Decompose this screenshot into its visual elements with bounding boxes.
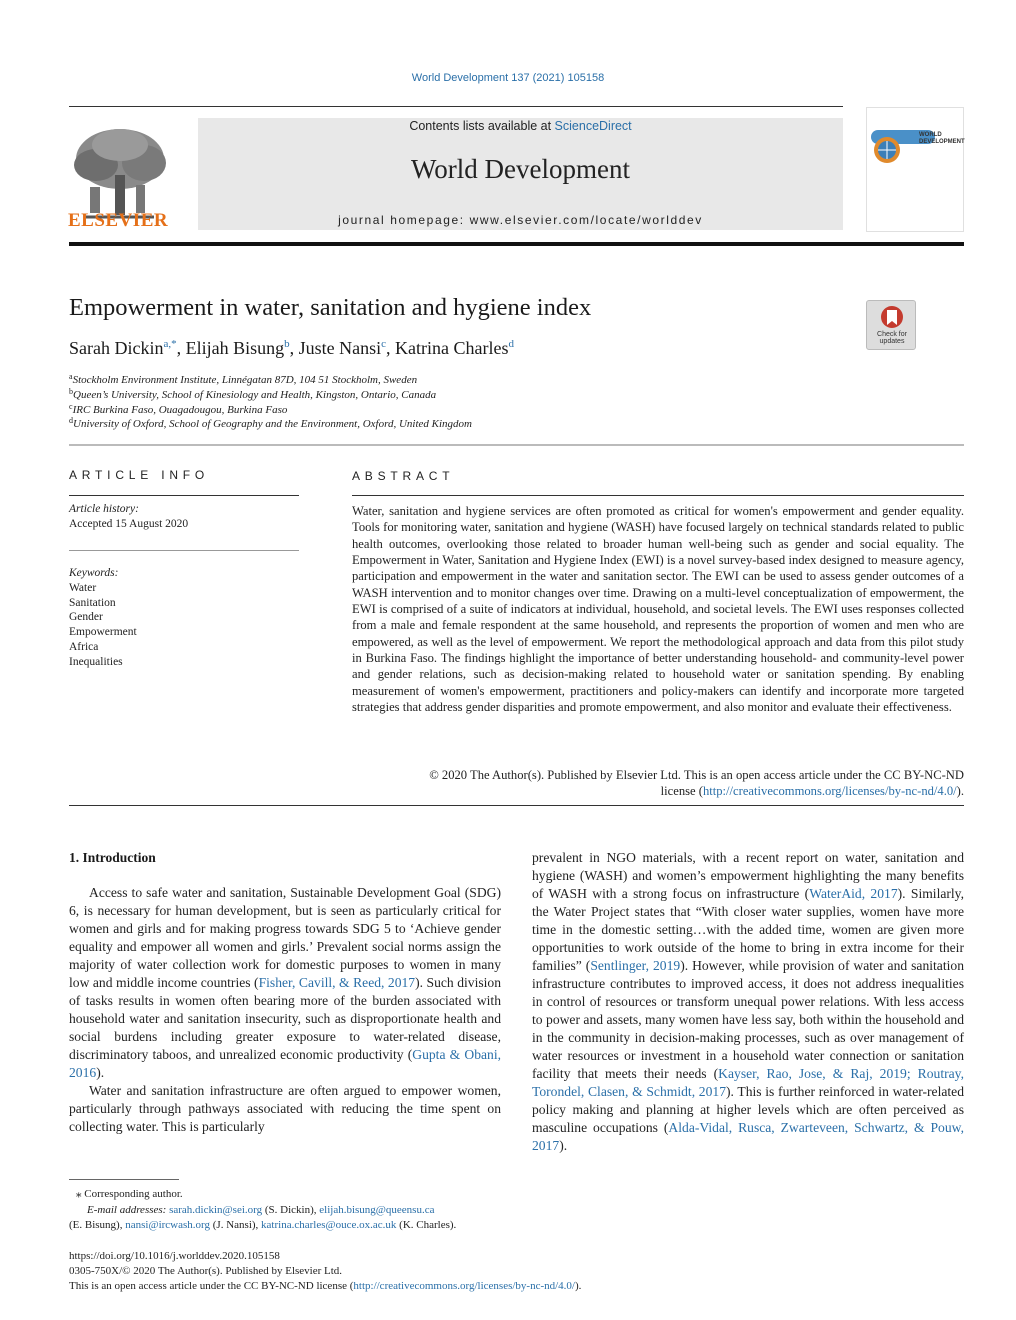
title-divider [69,444,964,446]
footer-license-link[interactable]: http://creativecommons.org/licenses/by-nc-nd/4.0/ [353,1280,575,1292]
keywords-label: Keywords: [69,567,119,579]
email-addresses: E-mail addresses: sarah.dickin@sei.org (S. Dickin), elijah.bisung@queensu.ca [87,1204,435,1216]
article-info-heading: ARTICLE INFO [69,468,210,482]
keywords-divider [69,550,299,551]
body-paragraph: Water and sanitation infrastructure are often argued to empower women, particularly through pathways associated with reducing the time spent on collecting water. This is particularly [69,1083,501,1134]
bookmark-icon [867,301,917,333]
header-divider [69,106,843,107]
doi-link[interactable]: https://doi.org/10.1016/j.worlddev.2020.105158 [69,1250,280,1262]
article-title: Empowerment in water, sanitation and hygiene index [69,294,592,321]
email-link[interactable]: elijah.bisung@queensu.ca [319,1204,435,1216]
header-thick-divider [69,242,964,246]
citation-link[interactable]: Gupta & Obani, 2016 [69,1047,502,1080]
email-link[interactable]: katrina.charles@ouce.ox.ac.uk [261,1219,397,1231]
footnote-divider [69,1179,179,1180]
journal-name: World Development [410,154,631,184]
license-link[interactable]: http://creativecommons.org/licenses/by-nc-nd/4.0/ [702,784,957,799]
body-paragraph: Access to safe water and sanitation, Sustainable Development Goal (SDG) 6, is necessary for human development, but is seen as particularly critical for women and girls and for making progress towards SDG 5 to ‘Achieve gender equality and empower all women and girls.’ Prevalent social norms assign the majority of water collection work for domestic purposes to women in many low and middle income countries (Fisher, Cavill, & Reed, 2017). Such division of tasks results in women often bearing more of the burden associated with household water and sanitation insecurity, such as disproportionate health and social burdens including greater exposure to water-related disease, discriminatory taboos, and unrealized economic productivity (Gupta & Obani, 2016). [69,885,502,1080]
sciencedirect-link[interactable]: ScienceDirect [554,119,632,133]
journal-citation[interactable]: World Development 137 (2021) 105158 [411,72,605,84]
affiliation: $^c$IRC Burkina Faso, Ouagadougou, Burkina Faso [69,402,288,416]
citation-link[interactable]: WaterAid, 2017 [809,886,898,901]
citation-link[interactable]: Fisher, Cavill, & Reed, 2017 [258,975,416,990]
contents-line: Contents lists available at ScienceDirect [409,119,632,133]
keyword-item: Africa [69,640,99,653]
keyword-item: Water [69,582,97,594]
author-affil-marker[interactable]: d [508,338,514,350]
citation-link[interactable]: Sentlinger, 2019 [590,958,681,973]
keyword-item: Empowerment [69,626,137,639]
cover-title: WORLD DEVELOPMENT [919,132,965,145]
author-affil-marker[interactable]: a,* [163,338,177,350]
check-for-updates-badge[interactable] [866,300,916,350]
history-label: Article history: [69,503,139,515]
email-link[interactable]: sarah.dickin@sei.org [169,1204,263,1216]
elsevier-wordmark: ELSEVIER [68,210,169,231]
author-name[interactable]: Juste Nansi [298,338,382,358]
journal-homepage[interactable]: journal homepage: www.elsevier.com/locate/worlddev [338,213,703,227]
body-paragraph: prevalent in NGO materials, with a recent report on water, sanitation and hygiene (WASH) and women’s empowerment highlighting the many benefits of WASH with a strong focus on infrastructure (WaterAid, 2017). Similarly, the Water Project states that “With closer water supplies, women have more time in the domestic setting…with the added time, women are given more opportunities to work outside of the home to bring in extra income for their families” (Sentlinger, 2019). However, while provision of water and sanitation infrastructure contributes to improved access, it does not address inequalities in control of resources or transform unequal power relations. With less access to power and assets, many women have less say, both within the household and in the community in decision-making processes, such as over management of water resources or investment in a household water connection or sanitation facility that meets their needs (Kayser, Rao, Jose, & Raj, 2019; Routray, Torondel, Clasen, & Schmidt, 2017). This is further reinforced in water-related policy making and planning at higher levels which are often perceived as masculine occupations (Alda-Vidal, Rusca, Zwarteveen, Schwartz, & Pouw, 2017). [532,850,964,1153]
check-updates-label: Check for updates [877,331,907,345]
issn-line: 0305-750X/© 2020 The Author(s). Published by Elsevier Ltd. [69,1265,343,1277]
citation-link[interactable]: Alda-Vidal, Rusca, Zwarteveen, Schwartz, & Pouw, 2017 [532,1120,964,1153]
author-list: Sarah Dickin$^{a,*}$, Elijah Bisung$^b$, Juste Nansi$^c$, Katrina Charles$^d$ [69,338,514,358]
body-column-left [69,884,501,1136]
journal-cover-thumbnail [866,107,964,232]
citation-link[interactable]: Kayser, Rao, Jose, & Raj, 2019; Routray, Torondel, Clasen, & Schmidt, 2017 [532,1066,964,1099]
author-affil-marker[interactable]: b [284,338,290,350]
license-line: This is an open access article under the CC BY-NC-ND license (http://creativecommons.org/licenses/by-nc-nd/4.0/). [69,1280,582,1292]
abstract-divider [352,495,964,496]
section-heading: 1. Introduction [69,850,156,865]
keyword-item: Sanitation [69,596,116,609]
abstract-heading: ABSTRACT [352,469,455,483]
accepted-date: Accepted 15 August 2020 [69,518,189,530]
body-column-right [532,849,964,1155]
email-link[interactable]: nansi@ircwash.org [125,1219,211,1231]
abstract-copyright: © 2020 The Author(s). Published by Elsevier Ltd. This is an open access article under the CC BY-NC-ND license (http://creativecommons.org/licenses/by-nc-nd/4.0/). [429,768,964,799]
affiliation: $^d$University of Oxford, School of Geography and the Environment, Oxford, United Kingdom [69,416,472,430]
abstract-text: Water, sanitation and hygiene services are often promoted as critical for women's empowerment and gender equality. Tools for monitoring water, sanitation and hygiene (WASH) have focused largely on technical standards related to public health outcomes, overlooking those related to broader human well-being such as gender and social equality. The Empowerment in Water, Sanitation and Hygiene Index (EWI) is a novel survey-based index designed to measure agency, participation and empowerment in the water and sanitation sector. The EWI can be used to assess gender outcomes of a WASH intervention and to monitor changes over time. Drawing on a multi-level conceptualization of empowerment, the EWI is comprised of a suite of indicators at individual, household, and societal levels. The EWI uses responses collected from a male and female respondent at the same household, and represents the proportion of women and men who are empowered, as well as the level of empowerment. We report the methodological approach and data from this pilot study in Burkina Faso. The findings highlight the importance of better understanding household- and community-level power and gender relations, such as decision-making related to household water or sanitation spending. By enabling measurement of women's empowerment, practitioners and policy-makers can identify and incorporate more targeted strategies that address gender disparities and promote empowerment, and also monitor and evaluate their effectiveness. [352,504,964,715]
author-name[interactable]: Elijah Bisung [185,338,285,358]
article-info-divider [69,495,299,496]
cover-globe-icon [867,116,965,176]
affiliation: $^a$Stockholm Environment Institute, Linnégatan 87D, 104 51 Stockholm, Sweden [69,372,418,386]
affiliation: $^b$Queen’s University, School of Kinesiology and Health, Kingston, Ontario, Canada [69,387,437,401]
abstract-bottom-divider [69,805,964,806]
keyword-item: Gender [69,611,103,624]
keyword-item: Inequalities [69,655,123,668]
email-addresses-cont: (E. Bisung), nansi@ircwash.org (J. Nansi), katrina.charles@ouce.ox.ac.uk (K. Charles). [69,1219,457,1231]
author-name[interactable]: Sarah Dickin [69,338,164,358]
author-name[interactable]: Katrina Charles [395,338,509,358]
author-affil-marker[interactable]: c [381,338,387,350]
corresponding-author-note: ⁎ Corresponding author. [76,1188,183,1200]
